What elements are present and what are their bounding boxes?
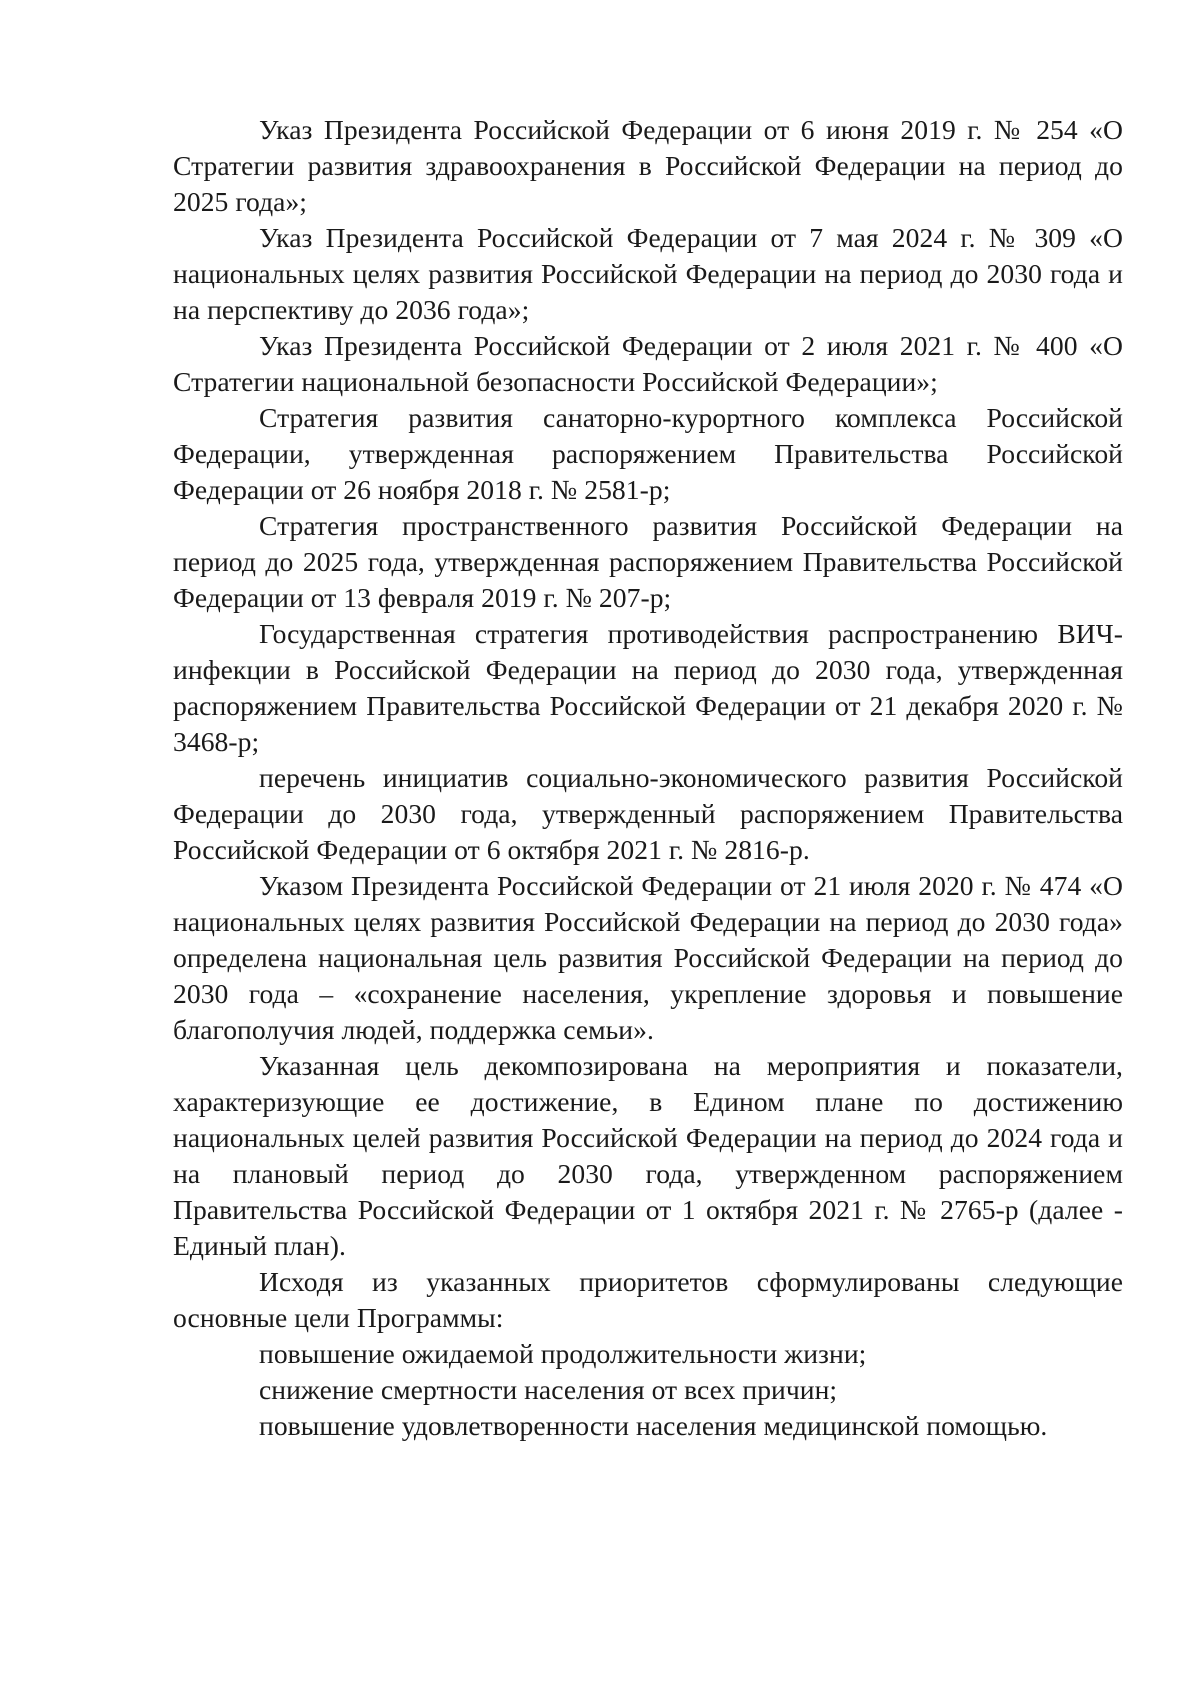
document-body	[173, 112, 1123, 1444]
paragraph-decree-309: Указ Президента Российской Федерации от 7 мая 2024 г. № 309 «О национальных целях развития Российской Федерации на период до 2030 года и на перспективу до 2036 года»;	[173, 222, 1123, 325]
goal-item-mortality: снижение смертности населения от всех причин;	[259, 1374, 838, 1405]
goal-item-life-expectancy: повышение ожидаемой продолжительности жизни;	[259, 1338, 867, 1369]
paragraph-unified-plan: Указанная цель декомпозирована на мероприятия и показатели, характеризующие ее достижение, в Едином плане по достижению национальных целей развития Российской Федерации на период до 2024 года и на плановый период до 2030 года, утвержденном распоряжением Правительства Российской Федерации от 1 октября 2021 г. № 2765-р (далее - Единый план).	[173, 1050, 1123, 1261]
paragraph-decree-254: Указ Президента Российской Федерации от 6 июня 2019 г. № 254 «О Стратегии развития здравоохранения в Российской Федерации на период до 2025 года»;	[173, 114, 1123, 217]
paragraph-spatial-strategy: Стратегия пространственного развития Российской Федерации на период до 2025 года, утвержденная распоряжением Правительства Российской Федерации от 13 февраля 2019 г. № 207-р;	[173, 510, 1123, 613]
goal-item-satisfaction: повышение удовлетворенности населения медицинской помощью.	[259, 1410, 1048, 1441]
paragraph-program-goals-intro: Исходя из указанных приоритетов сформулированы следующие основные цели Программы:	[173, 1266, 1123, 1333]
paragraph-decree-400: Указ Президента Российской Федерации от 2 июля 2021 г. № 400 «О Стратегии национальной безопасности Российской Федерации»;	[173, 330, 1123, 397]
paragraph-hiv-strategy: Государственная стратегия противодействия распространению ВИЧ-инфекции в Российской Федерации на период до 2030 года, утвержденная распоряжением Правительства Российской Федерации от 21 декабря 2020 г. № 3468-р;	[173, 618, 1123, 757]
paragraph-sanatorium-strategy: Стратегия развития санаторно-курортного комплекса Российской Федерации, утвержденная распоряжением Правительства Российской Федерации от 26 ноября 2018 г. № 2581-р;	[173, 402, 1123, 505]
paragraph-initiatives-list: перечень инициатив социально-экономического развития Российской Федерации до 2030 года, утвержденный распоряжением Правительства Российской Федерации от 6 октября 2021 г. № 2816-р.	[173, 762, 1123, 865]
paragraph-decree-474: Указом Президента Российской Федерации от 21 июля 2020 г. № 474 «О национальных целях развития Российской Федерации на период до 2030 года» определена национальная цель развития Российской Федерации на период до 2030 года – «сохранение населения, укрепление здоровья и повышение благополучия людей, поддержка семьи».	[173, 870, 1123, 1045]
